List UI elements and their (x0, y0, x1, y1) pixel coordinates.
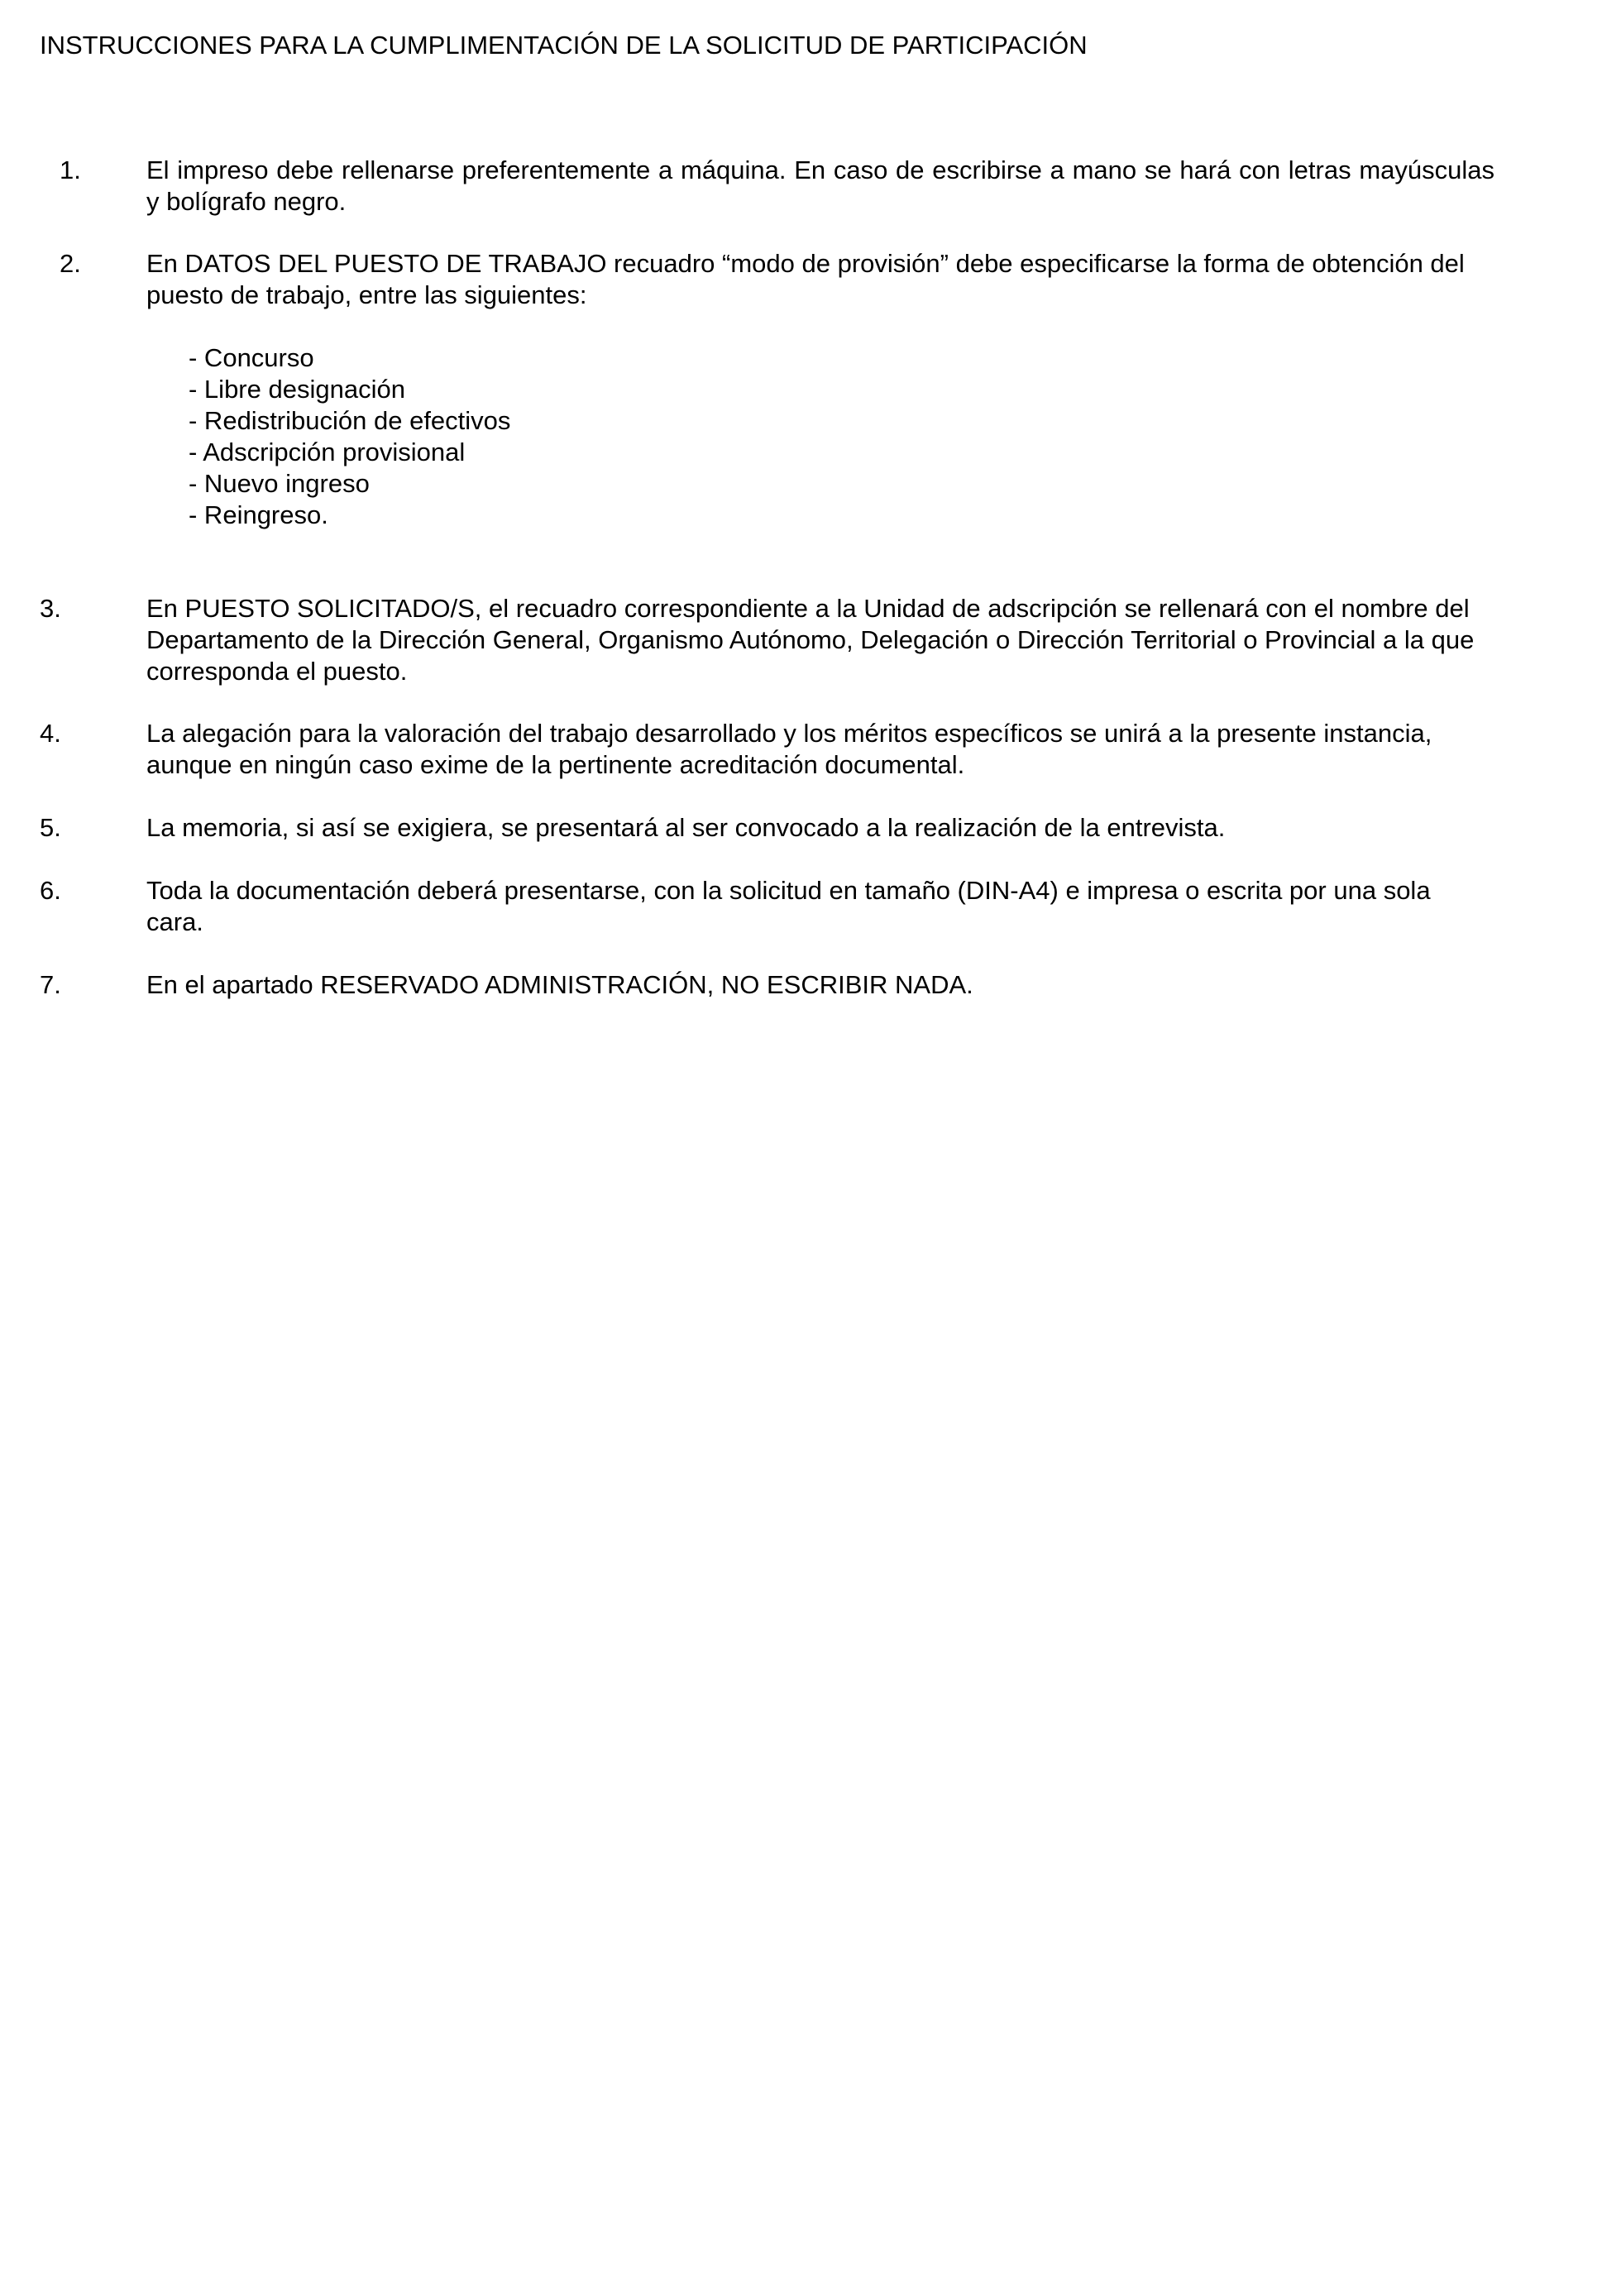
list-item: - Redistribución de efectivos (189, 406, 511, 435)
item-1-text: El impreso debe rellenarse preferentemente a máquina. En caso de escribirse a mano se hará con letras mayúsculas y bolígrafo negro. (146, 155, 1494, 216)
list-item: - Nuevo ingreso (189, 469, 370, 498)
item-2-number: 2. (60, 249, 81, 278)
item-6-text: Toda la documentación deberá presentarse, con la solicitud en tamaño (DIN-A4) e impresa o escrita por una sola cara. (146, 876, 1431, 936)
item-6-number: 6. (40, 876, 61, 905)
item-7-text: En el apartado RESERVADO ADMINISTRACIÓN, NO ESCRIBIR NADA. (146, 970, 973, 999)
provision-mode-list (189, 342, 510, 531)
item-3-number: 3. (40, 594, 61, 623)
list-item: - Libre designación (189, 375, 405, 404)
item-2-text: En DATOS DEL PUESTO DE TRABAJO recuadro “modo de provisión” debe especificarse la forma de obtención del puesto de trabajo, entre las siguientes: (146, 249, 1465, 309)
item-5-text: La memoria, si así se exigiera, se presentará al ser convocado a la realización de la entrevista. (146, 813, 1226, 842)
list-item: - Concurso (189, 343, 314, 372)
item-7-number: 7. (40, 970, 61, 999)
list-item: - Reingreso. (189, 500, 328, 529)
item-3-text: En PUESTO SOLICITADO/S, el recuadro correspondiente a la Unidad de adscripción se rellenará con el nombre del Departamento de la Dirección General, Organismo Autónomo, Delegación o Dirección Territorial o Provincial a la que corresponda el puesto. (146, 594, 1475, 686)
item-4-number: 4. (40, 719, 61, 748)
list-item: - Adscripción provisional (189, 438, 466, 466)
item-4-text: La alegación para la valoración del trabajo desarrollado y los méritos específicos se unirá a la presente instancia, aunque en ningún caso exime de la pertinente acreditación documental. (146, 719, 1432, 779)
document-title: INSTRUCCIONES PARA LA CUMPLIMENTACIÓN DE LA SOLICITUD DE PARTICIPACIÓN (40, 31, 1088, 60)
item-5-number: 5. (40, 813, 61, 842)
item-1-number: 1. (60, 155, 81, 184)
